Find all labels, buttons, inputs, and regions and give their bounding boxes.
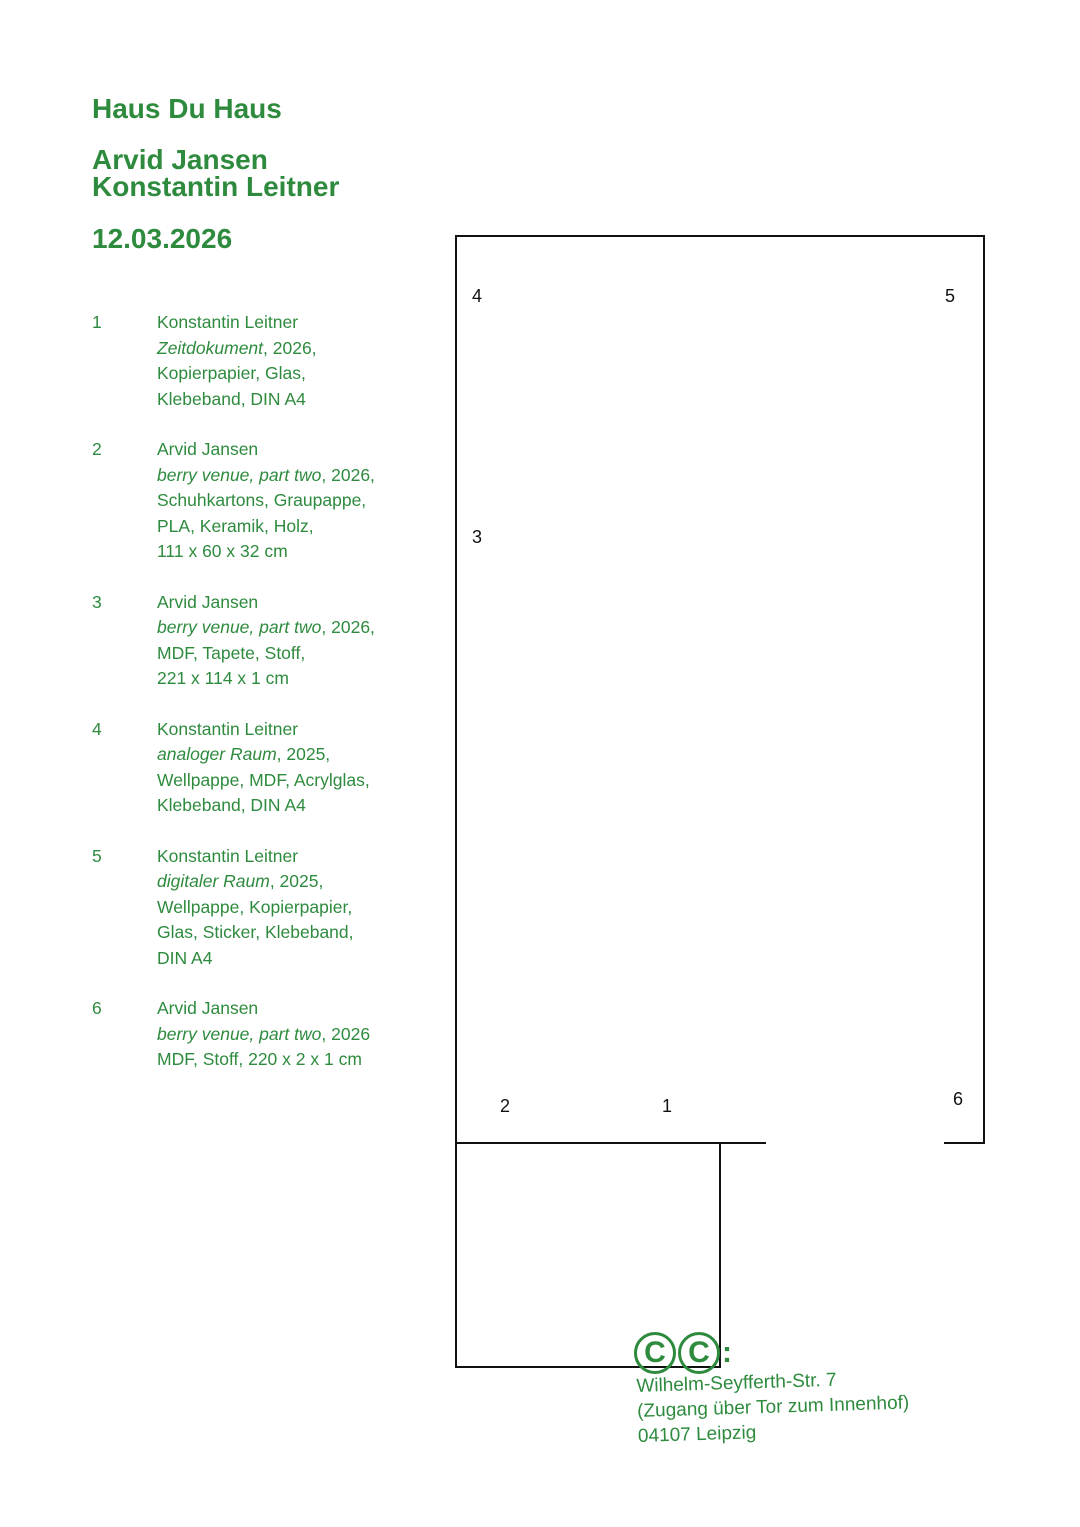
work-artist: Arvid Jansen bbox=[157, 439, 259, 459]
address-street: Wilhelm-Seyfferth-Str. 7 bbox=[636, 1369, 837, 1397]
work-details: MDF, Stoff, 220 x 2 x 1 cm bbox=[157, 1049, 362, 1069]
work-details: Schuhkartons, Graupappe, bbox=[157, 490, 367, 510]
work-number: 2 bbox=[92, 439, 102, 459]
copyright-c-icon: C bbox=[678, 1332, 720, 1374]
work-year: , 2025, bbox=[269, 871, 324, 891]
work-artist: Arvid Jansen bbox=[157, 998, 259, 1018]
work-details: Wellpappe, Kopierpapier, bbox=[157, 896, 353, 917]
work-number: 6 bbox=[92, 998, 102, 1018]
work-details: Kopierpapier, Glas, bbox=[157, 363, 306, 383]
work-title: analoger Raum bbox=[157, 744, 277, 764]
work-details: MDF, Tapete, Stoff, bbox=[157, 642, 306, 663]
artist-name: Konstantin Leitner bbox=[92, 171, 340, 202]
work-year: , 2026, bbox=[321, 617, 375, 637]
work-details: PLA, Keramik, Holz, bbox=[157, 515, 314, 536]
venue-logo bbox=[634, 1332, 732, 1374]
main-room-walls bbox=[456, 236, 984, 1143]
work-number: 3 bbox=[92, 591, 102, 612]
copyright-c-icon: C bbox=[634, 1332, 676, 1374]
plan-label-3: 3 bbox=[472, 527, 483, 547]
exhibition-date: 12.03.2026 bbox=[92, 223, 233, 254]
venue-address bbox=[636, 1365, 910, 1449]
work-year: , 2026, bbox=[321, 464, 375, 485]
work-number: 1 bbox=[92, 312, 102, 332]
work-artist: Konstantin Leitner bbox=[157, 312, 299, 332]
work-artist: Arvid Jansen bbox=[157, 591, 259, 612]
work-details: Glas, Sticker, Klebeband, bbox=[157, 922, 354, 942]
address-city: 04107 Leipzig bbox=[637, 1422, 757, 1447]
work-title: berry venue, part two bbox=[157, 464, 322, 485]
work-title: digitaler Raum bbox=[157, 871, 270, 891]
plan-label-2: 2 bbox=[500, 1096, 511, 1116]
work-details: Klebeband, DIN A4 bbox=[157, 388, 306, 409]
work-artist: Konstantin Leitner bbox=[157, 718, 299, 739]
plan-label-1: 1 bbox=[662, 1096, 673, 1116]
exhibition-title: Haus Du Haus bbox=[92, 93, 282, 124]
work-year: , 2026 bbox=[321, 1023, 371, 1044]
work-title: berry venue, part two bbox=[157, 1023, 322, 1044]
work-artist: Konstantin Leitner bbox=[157, 845, 299, 866]
work-details: 221 x 114 x 1 cm bbox=[157, 668, 289, 688]
work-details: 111 x 60 x 32 cm bbox=[157, 541, 288, 561]
address-note: (Zugang über Tor zum Innenhof) bbox=[636, 1392, 910, 1422]
plan-label-4: 4 bbox=[472, 286, 483, 306]
work-title: Zeitdokument bbox=[157, 337, 264, 358]
work-number: 4 bbox=[92, 718, 102, 739]
plan-label-5: 5 bbox=[945, 286, 956, 306]
work-title: berry venue, part two bbox=[157, 617, 322, 637]
plan-label-6: 6 bbox=[953, 1089, 964, 1109]
work-details: DIN A4 bbox=[157, 947, 213, 968]
artist-name: Arvid Jansen bbox=[92, 144, 268, 175]
work-number: 5 bbox=[92, 845, 102, 866]
logo-colon: : bbox=[722, 1336, 732, 1369]
work-details: Klebeband, DIN A4 bbox=[157, 795, 306, 815]
work-year: , 2025, bbox=[276, 744, 331, 764]
work-details: Wellpappe, MDF, Acrylglas, bbox=[157, 769, 370, 790]
work-year: , 2026, bbox=[263, 337, 317, 358]
